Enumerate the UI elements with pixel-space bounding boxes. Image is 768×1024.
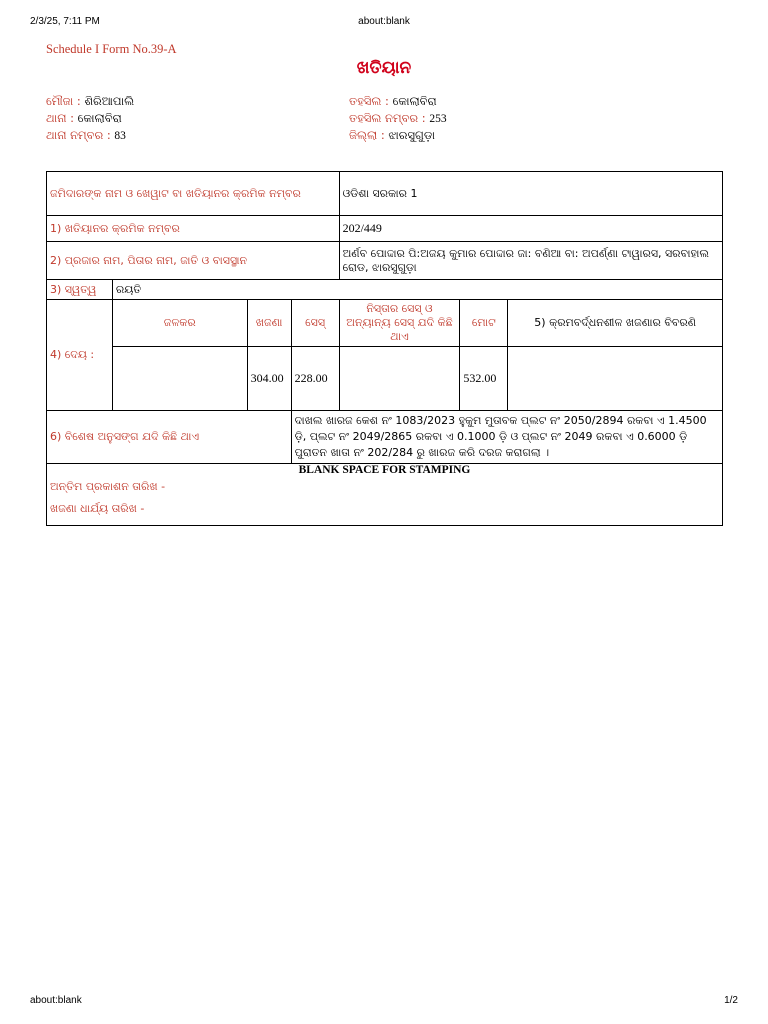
stamp-title: BLANK SPACE FOR STAMPING [298,464,471,476]
meta-label: ଜିଲ୍ଲା : [349,128,385,142]
dues-value-nistar [339,347,460,411]
tenant-label: 2) ପ୍ରଜାର ନାମ, ପିତାର ନାମ, ଜାତି ଓ ବାସସ୍ଥାନ [47,242,340,280]
meta-value: 253 [429,113,447,125]
tenant-value: ଅର୍ଣବ ପୋଦ୍ଦାର ପି:ଅଜୟ କୁମାର ପୋଦ୍ଦାର ଜା: ବଣିଆ ବା: ଅପର୍ଣ୍ଣା ଟାୱାରସ, ସରବାହାଲ ରୋଡ, ଝାରସୁଗୁଡ଼ା [339,242,722,280]
meta-thana [46,110,134,127]
meta-district [349,127,447,144]
table-row [47,464,723,526]
meta-value: ଝାରସୁଗୁଡ଼ା [388,130,435,142]
footer-url: about:blank [30,995,82,1006]
dues-header-nistar: ନିସ୍ତାର ସେସ୍ ଓ ଅନ୍ୟାନ୍ୟ ସେସ୍ ଯଦି କିଛି ଥାଏ [339,300,460,347]
form-number: Schedule I Form No.39-A [46,42,177,56]
right-label: 3) ସ୍ୱତ୍ୱ [47,280,113,300]
khatiyan-no-value: 202/449 [339,216,722,242]
rent-fixation-date-label: ଖଜଣା ଧାର୍ଯ୍ୟ ତାରିଖ - [50,502,145,515]
table-row [47,172,723,216]
dues-header-khajana: ଖଜଣା [247,300,291,347]
meta-value: କୋଲାବିରା [392,96,437,108]
meta-label: ମୌଜା : [46,94,81,108]
zamindar-label: ଜମିଦାରଙ୍କ ନାମ ଓ ଖେୱାଟ ବା ଖତିୟାନର କ୍ରମିକ ନମ୍ବର [47,172,340,216]
meta-label: ତହସିଲ ନମ୍ବର : [349,111,426,125]
remarks-value: ଦାଖଲ ଖାରଜ କେଶ ନଂ 1083/2023 ହୁକୁମ ମୁତାବକ ପ୍ଲଟ ନଂ 2050/2894 ରକବା ଏ 1.4500 ଡ଼ି, ପ୍ଲଟ ନଂ 2049/2865 ରକବା ଏ 0.1000 ଡ଼ି ଓ ପ୍ଲଟ ନଂ 2049 ରକବା ଏ 0.6000 ଡ଼ି ପୁରାତନ ଖାତା ନଂ 202/284 ରୁ ଖାରଜ କରି ଦରଜ କରାଗଲା । [291,411,722,464]
dues-value-progressive [508,347,723,411]
meta-label: ଥାନା : [46,111,74,125]
table-row [47,411,723,464]
dues-value-water [112,347,247,411]
dues-header-progressive: 5) କ୍ରମବର୍ଦ୍ଧନଶୀଳ ଖଜଣାର ବିବରଣି [508,300,723,347]
meta-label: ଥାନା ନମ୍ବର : [46,128,111,142]
table-row [47,242,723,280]
dues-header-water: ଜଳକର [112,300,247,347]
meta-right [349,93,447,144]
dues-value-cess: 228.00 [291,347,339,411]
table-row [47,300,723,347]
table-row [47,280,723,300]
print-url: about:blank [358,16,410,27]
khatiyan-no-label: 1) ଖତିୟାନର କ୍ରମିକ ନମ୍ବର [47,216,340,242]
dues-header-cess: ସେସ୍ [291,300,339,347]
meta-left [46,93,134,144]
dues-header-total: ମୋଟ [460,300,508,347]
meta-label: ତହସିଲ : [349,94,389,108]
meta-thana-no [46,127,134,144]
meta-mouza [46,93,134,110]
zamindar-value: ଓଡିଶା ସରକାର 1 [339,172,722,216]
dues-value-total: 532.00 [460,347,508,411]
meta-value: ଶିରିଆପାଲି [84,96,135,108]
dues-value-khajana: 304.00 [247,347,291,411]
table-row [47,347,723,411]
meta-value: 83 [114,130,126,142]
meta-value: କୋଲାବିରା [77,113,122,125]
right-value: ରୟତି [112,280,722,300]
page-number: 1/2 [724,995,738,1006]
meta-tahasil [349,93,447,110]
meta-tahasil-no [349,110,447,127]
print-datetime: 2/3/25, 7:11 PM [30,16,100,27]
table-row [47,216,723,242]
stamp-area [47,464,723,526]
document-title: ଖତିୟାନ [356,58,412,78]
dues-label: 4) ଦେୟ : [47,300,113,411]
remarks-label: 6) ବିଶେଷ ଅନୁସଙ୍ଗ ଯଦି କିଛି ଥାଏ [47,411,292,464]
final-publication-date-label: ଅନ୍ତିମ ପ୍ରକାଶନ ତାରିଖ - [50,480,166,493]
khatiyan-table [46,171,723,526]
